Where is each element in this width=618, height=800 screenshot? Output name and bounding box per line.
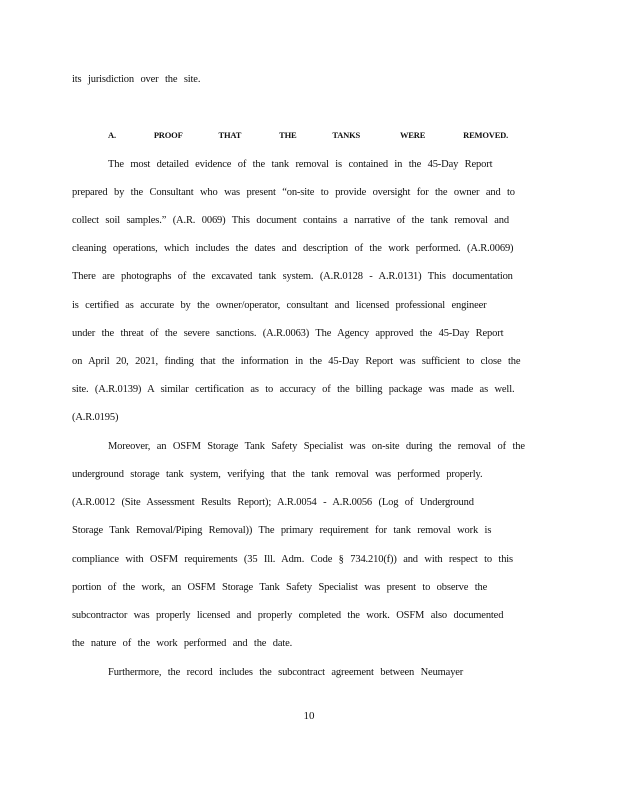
text-line: Moreover, an OSFM Storage Tank Safety Specialist was on-site during the removal of the — [108, 441, 525, 452]
heading-word: REMOVED. — [463, 130, 509, 140]
section-heading — [108, 130, 508, 140]
heading-word: THE — [279, 130, 297, 140]
heading-word: THAT — [218, 130, 242, 140]
text-line: cleaning operations, which includes the dates and description of the work performed. (A.R.0069) — [72, 243, 514, 254]
text-line: underground storage tank system, verifying that the tank removal was performed properly. — [72, 469, 483, 480]
text-line: its jurisdiction over the site. — [72, 74, 201, 85]
text-line: the nature of the work performed and the date. — [72, 638, 293, 649]
text-line: The most detailed evidence of the tank removal is contained in the 45-Day Report — [108, 159, 493, 170]
text-line: (A.R.0012 (Site Assessment Results Report); A.R.0054 - A.R.0056 (Log of Underground — [72, 497, 474, 508]
text-line: portion of the work, an OSFM Storage Tank Safety Specialist was present to observe the — [72, 582, 488, 593]
text-line: on April 20, 2021, finding that the information in the 45-Day Report was sufficient to close the — [72, 356, 521, 367]
text-line: subcontractor was properly licensed and properly completed the work. OSFM also documented — [72, 610, 504, 621]
text-line: collect soil samples.” (A.R. 0069) This document contains a narrative of the tank removal and — [72, 215, 509, 226]
text-line: site. (A.R.0139) A similar certification as to accuracy of the billing package was made as well. — [72, 384, 515, 395]
text-line: There are photographs of the excavated tank system. (A.R.0128 - A.R.0131) This documentation — [72, 271, 513, 282]
text-line: Furthermore, the record includes the subcontract agreement between Neumayer — [108, 667, 464, 678]
heading-word: TANKS — [332, 130, 361, 140]
page-number: 10 — [303, 710, 315, 722]
heading-letter: A. — [108, 130, 116, 140]
text-line: compliance with OSFM requirements (35 Ill. Adm. Code § 734.210(f)) and with respect to this — [72, 554, 513, 565]
heading-word: PROOF — [153, 130, 183, 140]
text-line: prepared by the Consultant who was present “on-site to provide oversight for the owner and to — [72, 187, 515, 198]
text-line: is certified as accurate by the owner/operator, consultant and licensed professional engineer — [72, 300, 487, 311]
text-line: (A.R.0195) — [72, 412, 119, 423]
heading-word: WERE — [400, 130, 426, 140]
text-line: under the threat of the severe sanctions. (A.R.0063) The Agency approved the 45-Day Report — [72, 328, 504, 339]
text-line: Storage Tank Removal/Piping Removal)) The primary requirement for tank removal work is — [72, 525, 492, 536]
